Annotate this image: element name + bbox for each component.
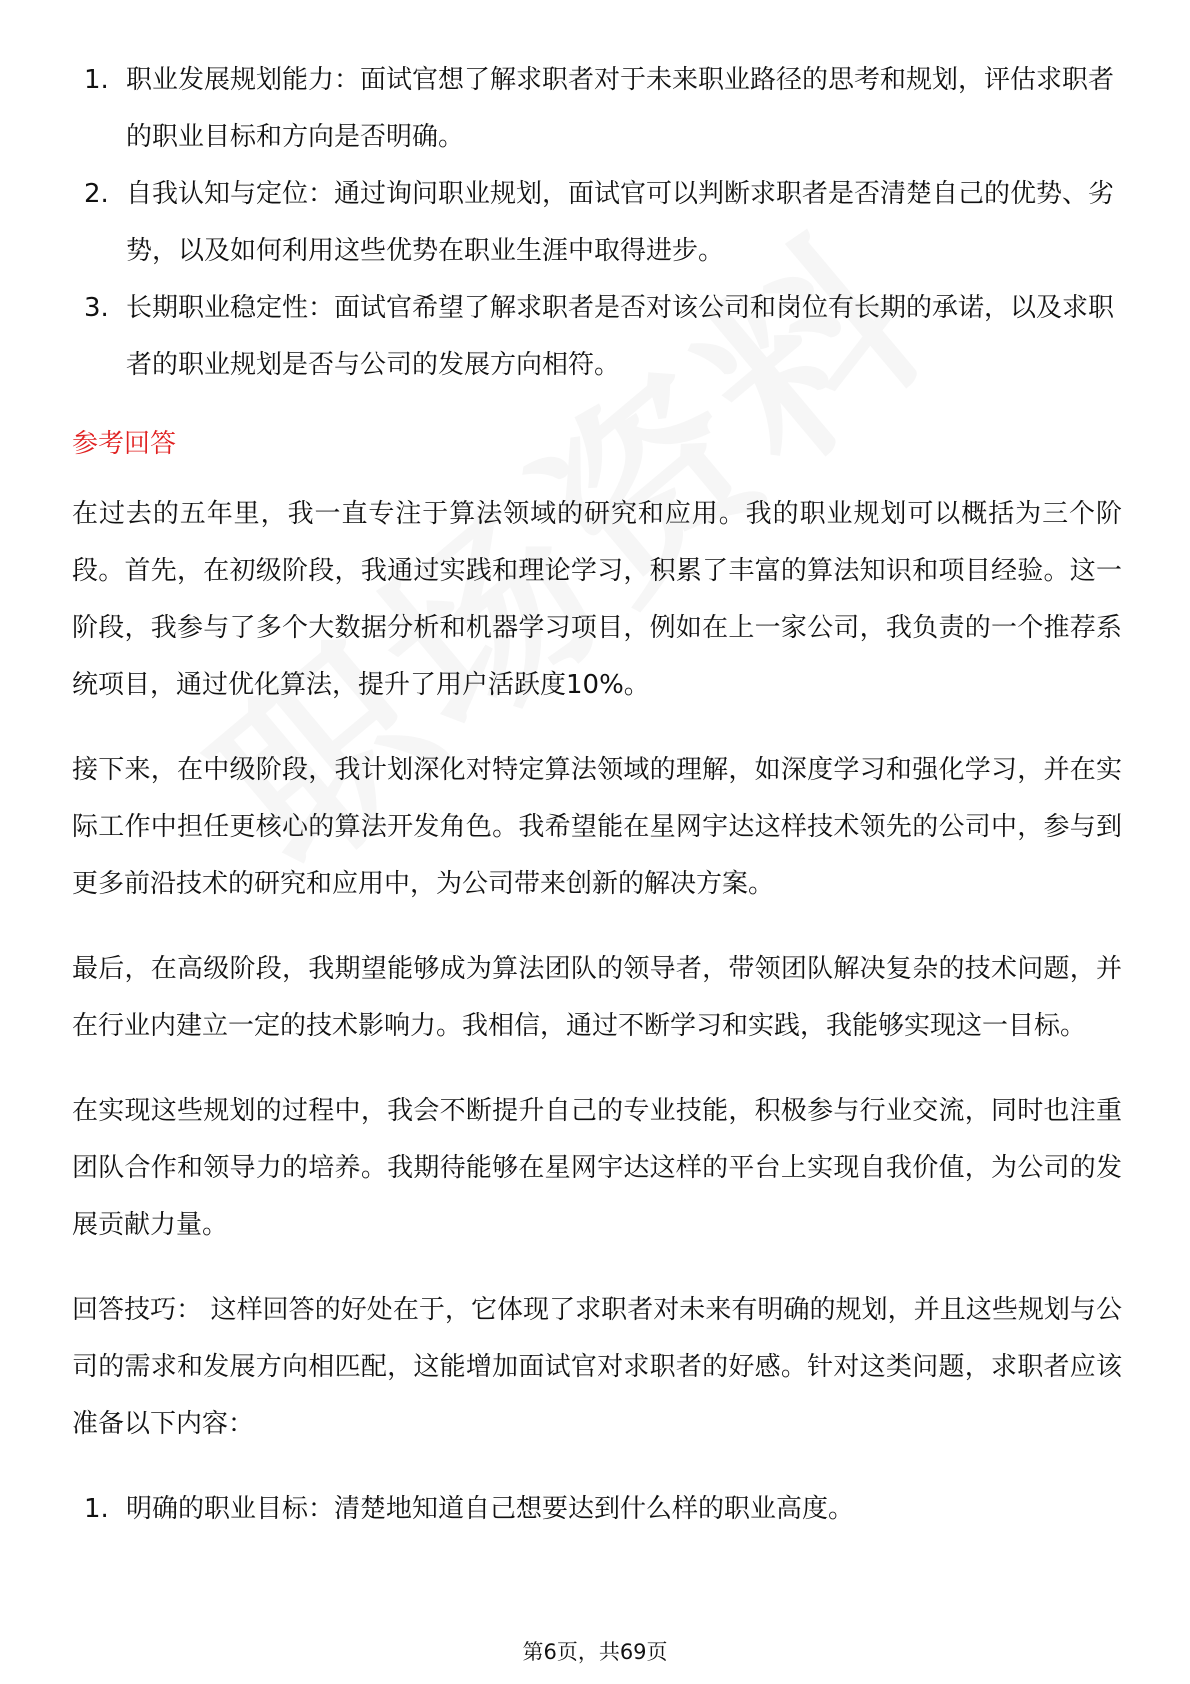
paragraph: 回答技巧： 这样回答的好处在于，它体现了求职者对未来有明确的规划，并且这些规划与公司的需求和发展方向相匹配，这能增加面试官对求职者的好感。针对这类问题，求职者应该准备以下内容： xyxy=(72,1295,1122,1439)
list-number: 3. xyxy=(84,293,109,323)
paragraph: 接下来，在中级阶段，我计划深化对特定算法领域的理解，如深度学习和强化学习，并在实际工作中担任更核心的算法开发角色。我希望能在星网宇达这样技术领先的公司中，参与到更多前沿技术的研究和应用中，为公司带来创新的解决方案。 xyxy=(72,755,1122,899)
list-text: 长期职业稳定性：面试官希望了解求职者是否对该公司和岗位有长期的承诺，以及求职者的职业规划是否与公司的发展方向相符。 xyxy=(126,293,1115,380)
tips-list xyxy=(72,1481,1122,1538)
list-text: 职业发展规划能力：面试官想了解求职者对于未来职业路径的思考和规划，评估求职者的职业目标和方向是否明确。 xyxy=(126,65,1115,152)
page-footer: 第6页，共69页 xyxy=(522,1640,668,1664)
paragraph: 在实现这些规划的过程中，我会不断提升自己的专业技能，积极参与行业交流，同时也注重团队合作和领导力的培养。我期待能够在星网宇达这样的平台上实现自我价值，为公司的发展贡献力量。 xyxy=(72,1096,1122,1240)
page-content xyxy=(72,52,1122,1538)
list-item xyxy=(72,280,1122,394)
paragraph: 在过去的五年里，我一直专注于算法领域的研究和应用。我的职业规划可以概括为三个阶段。首先，在初级阶段，我通过实践和理论学习，积累了丰富的算法知识和项目经验。这一阶段，我参与了多个大数据分析和机器学习项目，例如在上一家公司，我负责的一个推荐系统项目，通过优化算法，提升了用户活跃度10%。 xyxy=(72,499,1122,700)
list-text: 自我认知与定位：通过询问职业规划，面试官可以判断求职者是否清楚自己的优势、劣势，以及如何利用这些优势在职业生涯中取得进步。 xyxy=(126,179,1115,266)
list-text: 明确的职业目标：清楚地知道自己想要达到什么样的职业高度。 xyxy=(126,1494,855,1524)
list-item xyxy=(72,1481,1122,1538)
reason-list xyxy=(72,52,1122,394)
paragraph: 最后，在高级阶段，我期望能够成为算法团队的领导者，带领团队解决复杂的技术问题，并在行业内建立一定的技术影响力。我相信，通过不断学习和实践，我能够实现这一目标。 xyxy=(72,954,1122,1041)
list-item xyxy=(72,166,1122,280)
list-number: 2. xyxy=(84,179,109,209)
list-number: 1. xyxy=(84,1494,109,1524)
list-item xyxy=(72,52,1122,166)
list-number: 1. xyxy=(84,65,109,95)
section-heading: 参考回答 xyxy=(72,429,177,459)
